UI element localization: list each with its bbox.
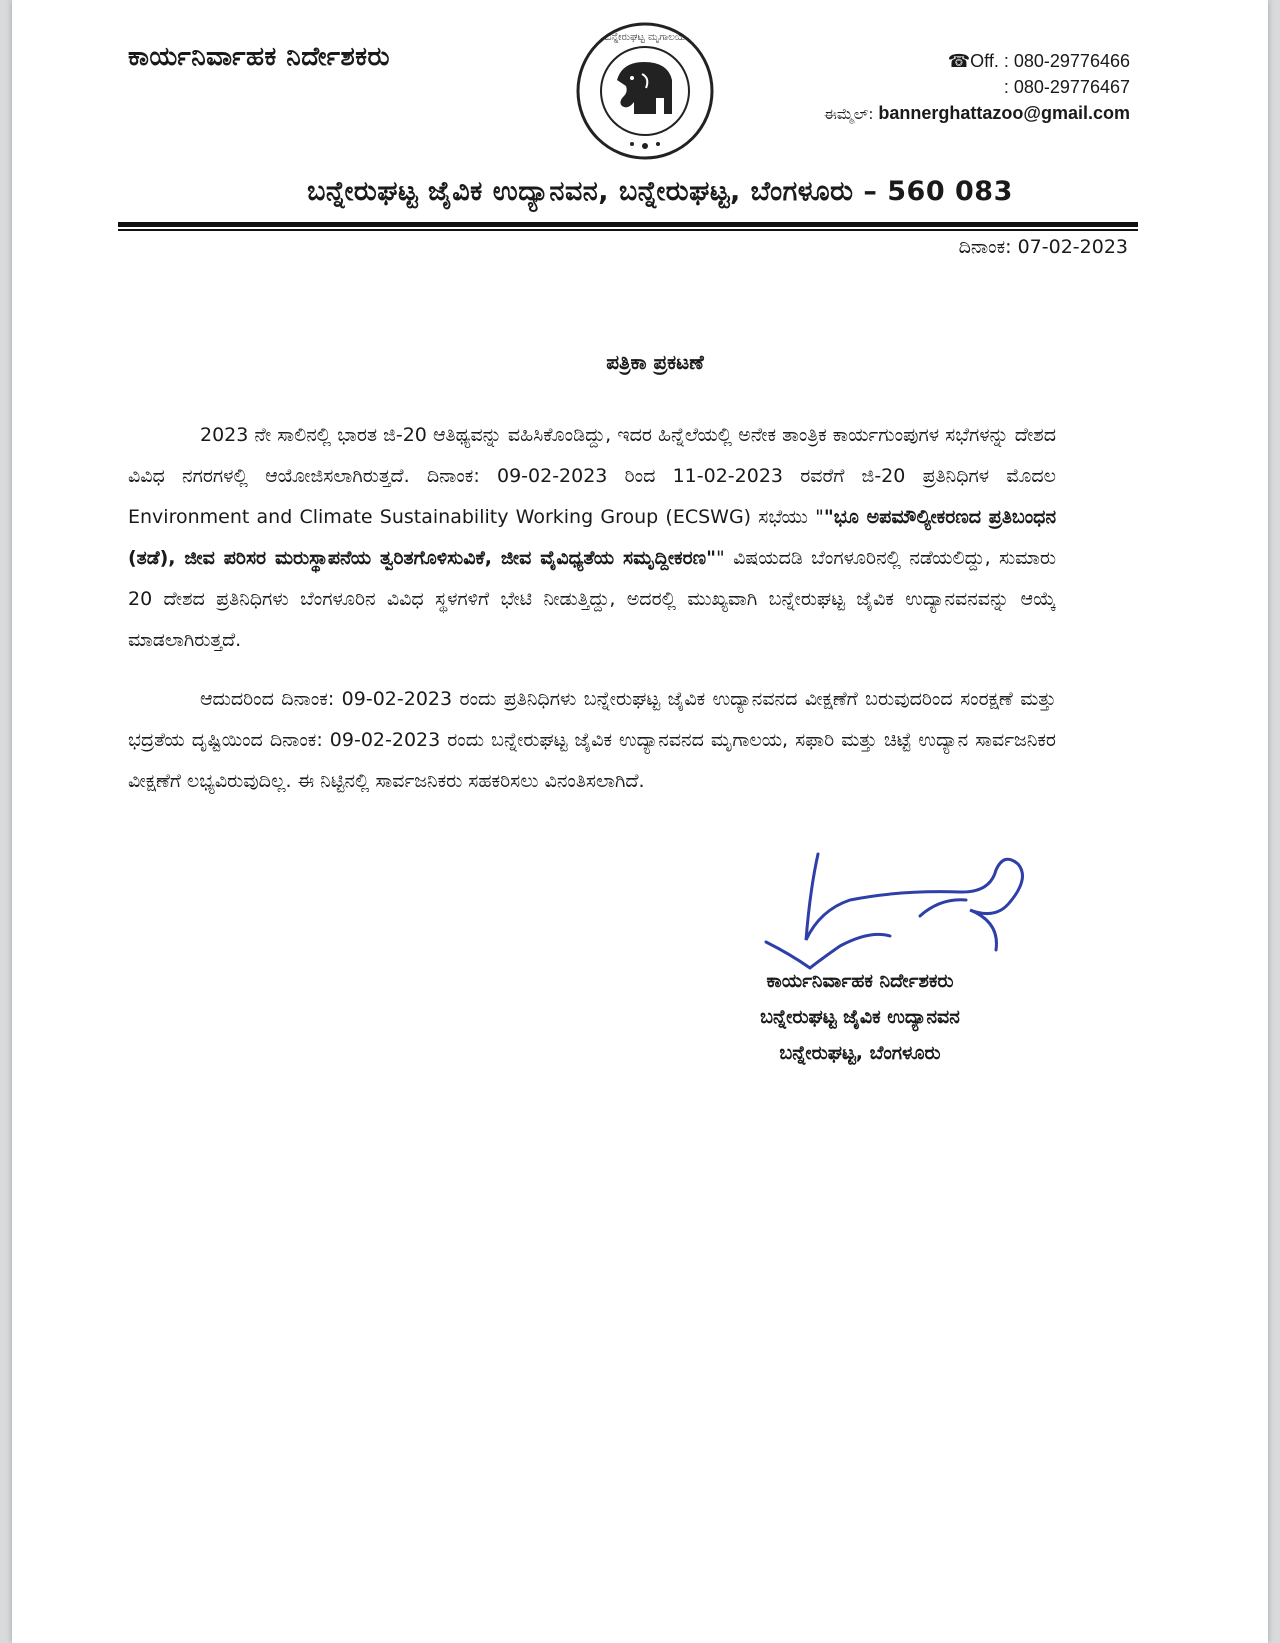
elephant-seal-icon [572,18,718,164]
organization-address: ಬನ್ನೇರುಘಟ್ಟ ಜೈವಿಕ ಉದ್ಯಾನವನ, ಬನ್ನೇರುಘಟ್ಟ, ಬೆಂಗಳೂರು – 560 083 [307,176,1013,207]
paragraph-1-text-a: 2023 ನೇ ಸಾಲಿನಲ್ಲಿ ಭಾರತ ಜಿ-20 ಆತಿಥ್ಯವನ್ನು ವಹಿಸಿಕೊಂಡಿದ್ದು, ಇದರ ಹಿನ್ನೆಲೆಯಲ್ಲಿ ಅನೇಕ ತಾಂತ್ರಿಕ ಕಾರ್ಯಗುಂಪುಗಳ ಸಭೆಗಳನ್ನು ದೇಶದ ವಿವಿಧ ನಗರಗಳಲ್ಲಿ ಆಯೋಜಿಸಲಾಗಿರುತ್ತದೆ. ದಿನಾಂಕ: 09-02-2023 ರಿಂದ 11-02-2023 ರವರೆಗೆ ಜಿ-20 ಪ್ರತಿನಿಧಿಗಳ ಮೊದಲ Environment and Climate Sustainability Working Group (ECSWG) ಸಭೆಯು " [128,424,1056,528]
signatory-organization: ಬನ್ನೇರುಘಟ್ಟ ಜೈವಿಕ ಉದ್ಯಾನವನ [760,1006,960,1028]
paragraph-1-text-b: " ವಿಷಯದಡಿ ಬೆಂಗಳೂರಿನಲ್ಲಿ ನಡೆಯಲಿದ್ದು, ಸುಮಾರು 20 ದೇಶದ ಪ್ರತಿನಿಧಿಗಳು ಬೆಂಗಳೂರಿನ ವಿವಿಧ ಸ್ಥಳಗಳಿಗೆ ಭೇಟಿ ನೀಡುತ್ತಿದ್ದು, ಅದರಲ್ಲಿ ಮುಖ್ಯವಾಗಿ ಬನ್ನೇರುಘಟ್ಟ ಜೈವಿಕ ಉದ್ಯಾನವನವನ್ನು ಆಯ್ಕೆ ಮಾಡಲಾಗಿರುತ್ತದೆ. [128,547,1056,651]
email-address: bannerghattazoo@gmail.com [878,103,1130,123]
header-rule-thin [118,229,1138,231]
paragraph-2: ಆದುದರಿಂದ ದಿನಾಂಕ: 09-02-2023 ರಂದು ಪ್ರತಿನಿಧಿಗಳು ಬನ್ನೇರುಘಟ್ಟ ಜೈವಿಕ ಉದ್ಯಾನವನದ ವೀಕ್ಷಣೆಗೆ ಬರುವುದರಿಂದ ಸಂರಕ್ಷಣೆ ಮತ್ತು ಭದ್ರತೆಯ ದೃಷ್ಟಿಯಿಂದ ದಿನಾಂಕ: 09-02-2023 ರಂದು ಬನ್ನೇರುಘಟ್ಟ ಜೈವಿಕ ಉದ್ಯಾನವನದ ಮೃಗಾಲಯ, ಸಫಾರಿ ಮತ್ತು ಚಿಟ್ಟೆ ಉದ್ಯಾನ ಸಾರ್ವಜನಿಕರ ವೀಕ್ಷಣೆಗೆ ಲಭ್ಯವಿರುವುದಿಲ್ಲ. ಈ ನಿಟ್ಟಿನಲ್ಲಿ ಸಾರ್ವಜನಿಕರು ಸಹಕರಿಸಲು ವಿನಂತಿಸಲಾಗಿದೆ. [128,688,1056,792]
seal-text: ಬನ್ನೇರುಘಟ್ಟ ಮೃಗಾಲಯ [604,32,686,43]
paragraph-1 [128,415,1056,661]
notice-body [128,415,1056,820]
signatory-designation: ಕಾರ್ಯನಿರ್ವಾಹಕ ನಿರ್ದೇಶಕರು [766,970,954,992]
phone-number-2: 080-29776467 [1013,77,1130,97]
email-label: ಈಮ್ಮೆಲ್: [823,105,874,123]
phone-number-1: 080-29776466 [1013,51,1130,71]
notice-heading: ಪತ್ರಿಕಾ ಪ್ರಕಟಣೆ [606,350,704,374]
email-row [824,100,1130,127]
contact-block [824,48,1130,127]
phone-label: ☎Off. : [947,51,1009,71]
office-title: ಕಾರ್ಯನಿರ್ವಾಹಕ ನಿರ್ದೇಶಕರು [128,42,390,72]
signatory-location: ಬನ್ನೇರುಘಟ್ಟ, ಬೆಂಗಳೂರು [779,1042,941,1064]
phone-2-label: : [1003,77,1009,97]
phone-row-2 [824,74,1130,100]
header-rule-thick [118,222,1138,227]
letter-date: ದಿನಾಂಕ: 07-02-2023 [958,236,1128,258]
phone-row-1 [824,48,1130,74]
signatory-block [670,963,1050,1071]
paragraph-1-subject: "ಭೂ ಅಪಮೌಲ್ಯೀಕರಣದ ಪ್ರತಿಬಂಧನ (ತಡೆ), ಜೀವ ಪರಿಸರ ಮರುಸ್ಥಾಪನೆಯ ತ್ವರಿತಗೊಳಿಸುವಿಕೆ, ಜೀವ ವೈವಿಧ್ಯತೆಯ ಸಮೃದ್ದೀಕರಣ" [128,506,1057,569]
